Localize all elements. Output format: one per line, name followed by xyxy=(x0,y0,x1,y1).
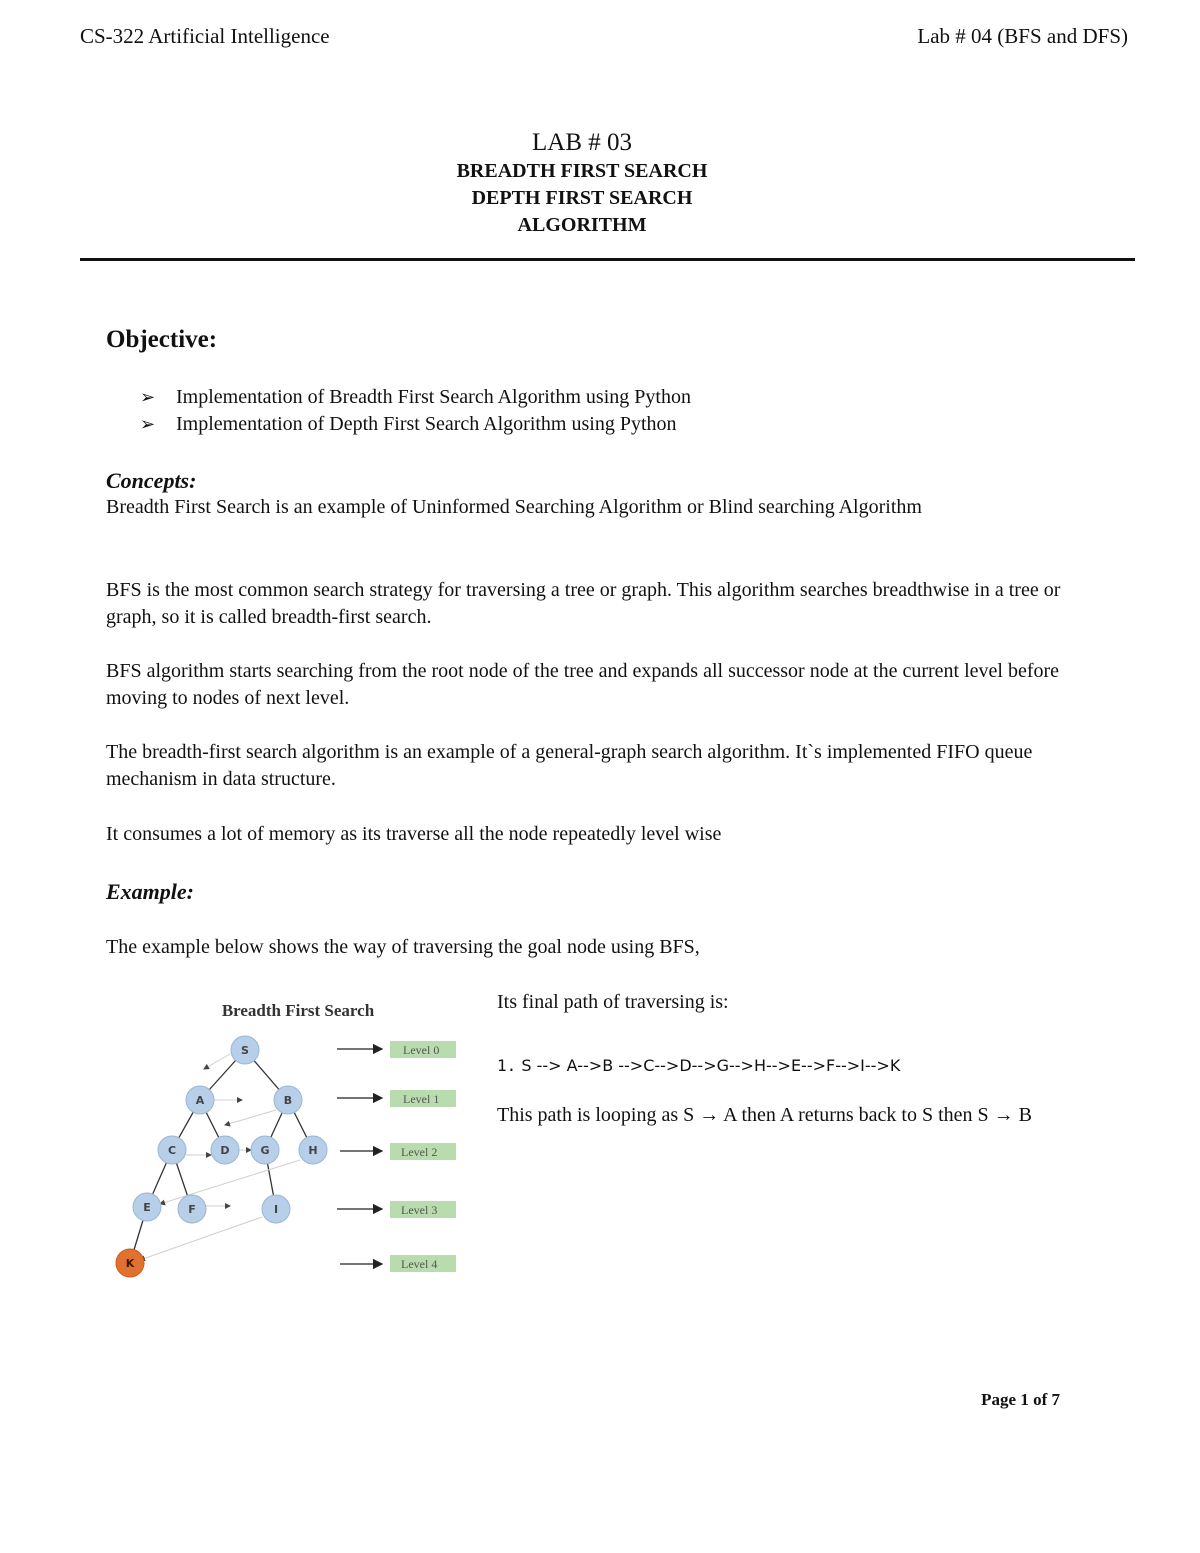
title-block xyxy=(0,128,1164,239)
arrow-bullet-icon: ➢ xyxy=(140,387,156,408)
concepts-paragraph-5: It consumes a lot of memory as its traverse all the node repeatedly level wise xyxy=(106,823,722,845)
objective-item-text: Implementation of Depth First Search Algorithm using Python xyxy=(176,413,677,435)
bfs-tree-figure xyxy=(100,992,480,1292)
level-box xyxy=(390,1201,456,1218)
tree-node xyxy=(158,1136,186,1164)
level-label: Level 4 xyxy=(401,1257,438,1271)
figure-title: Breadth First Search xyxy=(221,1001,375,1020)
node-label: I xyxy=(273,1203,279,1216)
tree-node xyxy=(133,1193,161,1221)
tree-node xyxy=(231,1036,259,1064)
level-label: Level 2 xyxy=(401,1145,438,1159)
node-label: K xyxy=(125,1257,135,1270)
node-label: F xyxy=(188,1203,196,1216)
node-label: S xyxy=(241,1044,249,1057)
tree-node xyxy=(251,1136,279,1164)
lab-number: LAB # 03 xyxy=(532,129,632,156)
node-label: D xyxy=(220,1144,230,1157)
page-number: Page 1 of 7 xyxy=(981,1390,1060,1409)
level-box xyxy=(390,1255,456,1272)
concepts-heading: Concepts: xyxy=(106,468,197,493)
concepts-paragraph-4: The breadth-first search algorithm is an example of a general-graph search algorithm. It`s implemented FIFO queue mechanism in data structure. xyxy=(106,741,1033,790)
level-box xyxy=(390,1090,456,1107)
level-box xyxy=(390,1143,456,1160)
node-label: E xyxy=(143,1201,151,1214)
objective-item-text: Implementation of Breadth First Search Algorithm using Python xyxy=(176,386,691,408)
node-label: H xyxy=(308,1144,318,1157)
node-label: G xyxy=(260,1144,270,1157)
final-path xyxy=(497,1052,1057,1079)
node-label: A xyxy=(195,1094,205,1107)
arrow-bullet-icon: ➢ xyxy=(140,414,156,435)
tree-node xyxy=(178,1195,206,1223)
title-line-2: DEPTH FIRST SEARCH xyxy=(471,187,693,209)
objective-item xyxy=(140,384,691,411)
objective-list xyxy=(140,384,691,438)
title-line-3: ALGORITHM xyxy=(517,214,647,236)
level-box xyxy=(390,1041,456,1058)
path-number: 1. xyxy=(497,1056,517,1075)
tree-node xyxy=(274,1086,302,1114)
concepts-paragraph-3: BFS algorithm starts searching from the root node of the tree and expands all successor node at the current level before moving to nodes of next level. xyxy=(106,660,1060,709)
concepts-section xyxy=(106,467,1066,521)
path-sequence: S --> A-->B -->C-->D-->G-->H-->E-->F-->I-->K xyxy=(521,1056,901,1075)
final-path-label: Its final path of traversing is: xyxy=(497,991,729,1013)
tree-node xyxy=(262,1195,290,1223)
loop-note: This path is looping as S → A then A returns back to S then S → B xyxy=(497,1104,1032,1126)
bfs-tree-svg xyxy=(100,992,480,1292)
concepts-paragraph-2: BFS is the most common search strategy for traversing a tree or graph. This algorithm searches breadthwise in a tree or graph, so it is called breadth-first search. xyxy=(106,579,1061,628)
concepts-paragraph-1: Breadth First Search is an example of Uninformed Searching Algorithm or Blind searching Algorithm xyxy=(106,496,922,518)
header-course: CS-322 Artificial Intelligence xyxy=(80,24,330,48)
level-label: Level 1 xyxy=(403,1092,440,1106)
header-lab: Lab # 04 (BFS and DFS) xyxy=(917,24,1128,48)
objective-item xyxy=(140,411,691,438)
tree-node xyxy=(299,1136,327,1164)
tree-node xyxy=(211,1136,239,1164)
goal-node xyxy=(116,1249,144,1277)
example-heading xyxy=(106,878,1066,907)
example-heading-text: Example: xyxy=(106,879,194,904)
level-label: Level 0 xyxy=(403,1043,440,1057)
title-divider xyxy=(80,258,1135,261)
example-intro: The example below shows the way of traversing the goal node using BFS, xyxy=(106,936,700,958)
node-label: C xyxy=(167,1144,177,1157)
title-line-1: BREADTH FIRST SEARCH xyxy=(456,160,708,182)
level-label: Level 3 xyxy=(401,1203,438,1217)
node-label: B xyxy=(283,1094,293,1107)
tree-node xyxy=(186,1086,214,1114)
objective-heading: Objective: xyxy=(106,326,218,353)
